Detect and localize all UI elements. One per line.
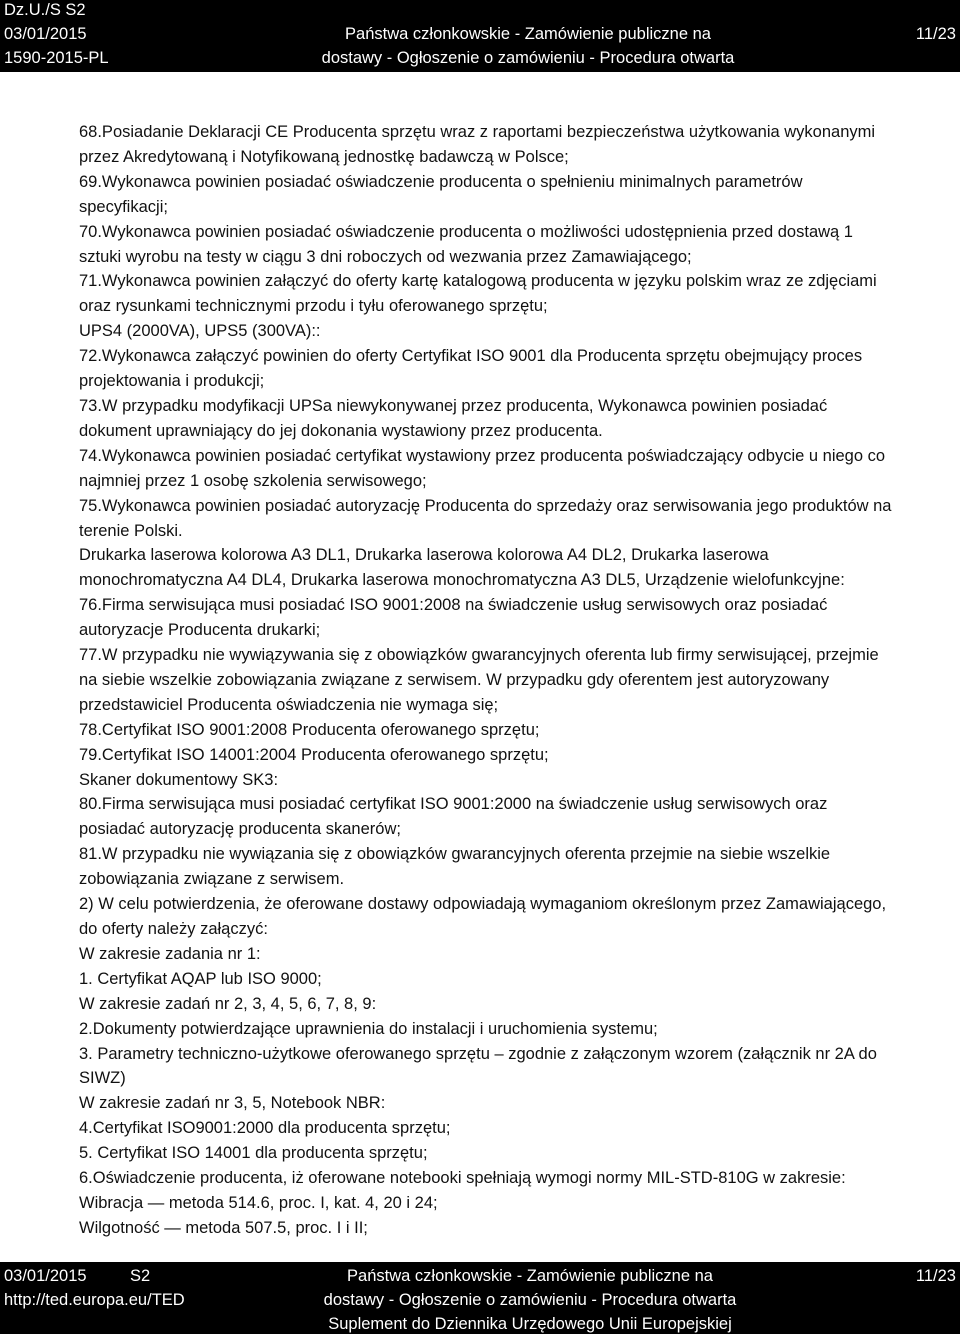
- body-text-line: Wilgotność — metoda 507.5, proc. I i II;: [79, 1218, 368, 1237]
- journal-reference: Dz.U./S S2: [4, 1, 86, 19]
- body-text-line: 5. Certyfikat ISO 14001 dla producenta sprzętu;: [79, 1144, 428, 1163]
- header-page-number: 11/23: [915, 25, 956, 43]
- body-text-line: SIWZ): [79, 1069, 126, 1088]
- body-text-line: przedstawiciel Producenta oświadczenia nie wymaga się;: [79, 695, 499, 714]
- body-text-line: 73.W przypadku modyfikacji UPSa niewykonywanej przez producenta, Wykonawca powinien posiadać: [79, 396, 828, 415]
- body-text-line: 72.Wykonawca załączyć powinien do oferty Certyfikat ISO 9001 dla Producenta sprzętu obejmujący proces: [79, 347, 863, 366]
- body-text-line: monochromatyczna A4 DL4, Drukarka laserowa monochromatyczna A3 DL5, Urządzenie wielofunkcyjne:: [79, 571, 845, 590]
- body-text-line: 75.Wykonawca powinien posiadać autoryzację Producenta do sprzedaży oraz serwisowania jego produktów na: [79, 496, 892, 515]
- body-text-line: oraz rysunkami technicznymi przodu i tyłu oferowanego sprzętu;: [79, 297, 548, 316]
- body-text-line: 74.Wykonawca powinien posiadać certyfikat wystawiony przez producenta poświadczający odbycie u niego co: [79, 446, 886, 465]
- body-text-line: 4.Certyfikat ISO9001:2000 dla producenta sprzętu;: [79, 1119, 451, 1138]
- header-title-line: Państwa członkowskie - Zamówienie publiczne na: [345, 25, 711, 43]
- body-text-line: przez Akredytowaną i Notyfikowaną jednostkę badawczą w Polsce;: [79, 147, 569, 166]
- footer-date: 03/01/2015: [4, 1267, 87, 1285]
- header-date: 03/01/2015: [4, 25, 87, 43]
- body-text-line: 76.Firma serwisująca musi posiadać ISO 9001:2008 na świadczenie usług serwisowych oraz posiadać: [79, 596, 828, 615]
- body-text-line: 2.Dokumenty potwierdzające uprawnienia do instalacji i uruchomienia systemu;: [79, 1019, 658, 1038]
- body-text-line: 71.Wykonawca powinien załączyć do oferty kartę katalogową producenta w języku polskim wraz ze zdjęciami: [79, 272, 877, 291]
- body-text-line: 77.W przypadku nie wywiązywania się z obowiązków gwarancyjnych oferenta lub firmy serwisującej, przejmie: [79, 646, 879, 665]
- header-left-block: [4, 0, 109, 70]
- footer-page-number: 11/23: [915, 1267, 956, 1285]
- body-text-line: 69.Wykonawca powinien posiadać oświadczenie producenta o spełnieniu minimalnych parametrów: [79, 172, 803, 191]
- body-text-line: 80.Firma serwisująca musi posiadać certyfikat ISO 9001:2000 na świadczenie usług serwisowych oraz: [79, 795, 828, 814]
- body-text-line: Skaner dokumentowy SK3:: [79, 770, 279, 789]
- body-text-line: specyfikacji;: [79, 197, 168, 216]
- body-text-line: sztuki wyrobu na testy w ciągu 3 dni roboczych od wezwania przez Zamawiającego;: [79, 247, 692, 266]
- body-text-line: Drukarka laserowa kolorowa A3 DL1, Drukarka laserowa kolorowa A4 DL2, Drukarka laserowa: [79, 546, 769, 565]
- header-title-line: dostawy - Ogłoszenie o zamówieniu - Procedura otwarta: [321, 49, 735, 67]
- body-text-line: 3. Parametry techniczno-użytkowe oferowanego sprzętu – zgodnie z załączonym wzorem (załącznik nr 2A do: [79, 1044, 877, 1063]
- footer-left-block: [4, 1264, 185, 1312]
- body-text-line: Wibracja — metoda 514.6, proc. I, kat. 4, 20 i 24;: [79, 1193, 438, 1212]
- body-text-line: zobowiązania związane z serwisem.: [79, 870, 345, 889]
- body-text-line: projektowania i produkcji;: [79, 372, 265, 391]
- footer-title: [300, 1264, 760, 1336]
- body-text-line: 2) W celu potwierdzenia, że oferowane dostawy odpowiadają wymaganiom określonym przez Zamawiającego,: [79, 895, 887, 914]
- page-header: [0, 0, 960, 72]
- body-text-line: do oferty należy załączyć:: [79, 920, 268, 938]
- page-footer: [0, 1262, 960, 1334]
- body-text-line: 68.Posiadanie Deklaracji CE Producenta sprzętu wraz z raportami bezpieczeństwa użytkowania wykonanymi: [79, 123, 876, 141]
- body-text-line: 6.Oświadczenie producenta, iż oferowane notebooki spełniają wymogi normy MIL-STD-810G w zakresie:: [79, 1169, 846, 1188]
- body-text-line: terenie Polski.: [79, 521, 183, 540]
- body-text-line: autoryzacje Producenta drukarki;: [79, 621, 321, 640]
- footer-section: S2: [130, 1267, 151, 1285]
- body-text-line: 1. Certyfikat AQAP lub ISO 9000;: [79, 969, 322, 988]
- footer-url-link[interactable]: http://ted.europa.eu/TED: [4, 1291, 185, 1309]
- body-text-line: W zakresie zadania nr 1:: [79, 944, 261, 963]
- body-text-line: posiadać autoryzację producenta skanerów;: [79, 820, 401, 839]
- body-text-line: 81.W przypadku nie wywiązania się z obowiązków gwarancyjnych oferenta przejmie na siebie wszelkie: [79, 845, 831, 864]
- body-text-line: dokument uprawniający do jej dokonania wystawiony przez producenta.: [79, 421, 603, 440]
- body-text-line: 78.Certyfikat ISO 9001:2008 Producenta oferowanego sprzętu;: [79, 720, 540, 739]
- footer-title-line: dostawy - Ogłoszenie o zamówieniu - Procedura otwarta: [323, 1291, 737, 1309]
- header-title: [303, 22, 753, 70]
- body-text-line: 70.Wykonawca powinien posiadać oświadczenie producenta o możliwości udostępnienia przed dostawą 1: [79, 222, 853, 241]
- body-text-line: 79.Certyfikat ISO 14001:2004 Producenta oferowanego sprzętu;: [79, 745, 549, 764]
- body-text-line: na siebie wszelkie zobowiązania związane z serwisem. W przypadku gdy oferentem jest autoryzowany: [79, 670, 830, 689]
- document-body: [79, 120, 959, 1241]
- body-text-line: W zakresie zadań nr 2, 3, 4, 5, 6, 7, 8, 9:: [79, 994, 377, 1013]
- footer-title-line: Państwa członkowskie - Zamówienie publiczne na: [347, 1267, 713, 1285]
- body-text-line: W zakresie zadań nr 3, 5, Notebook NBR:: [79, 1094, 386, 1113]
- body-text-line: UPS4 (2000VA), UPS5 (300VA)::: [79, 322, 321, 341]
- body-text-line: najmniej przez 1 osobę szkolenia serwisowego;: [79, 471, 427, 490]
- notice-number: 1590-2015-PL: [4, 49, 109, 67]
- footer-supplement-line: Suplement do Dziennika Urzędowego Unii Europejskiej: [328, 1315, 732, 1333]
